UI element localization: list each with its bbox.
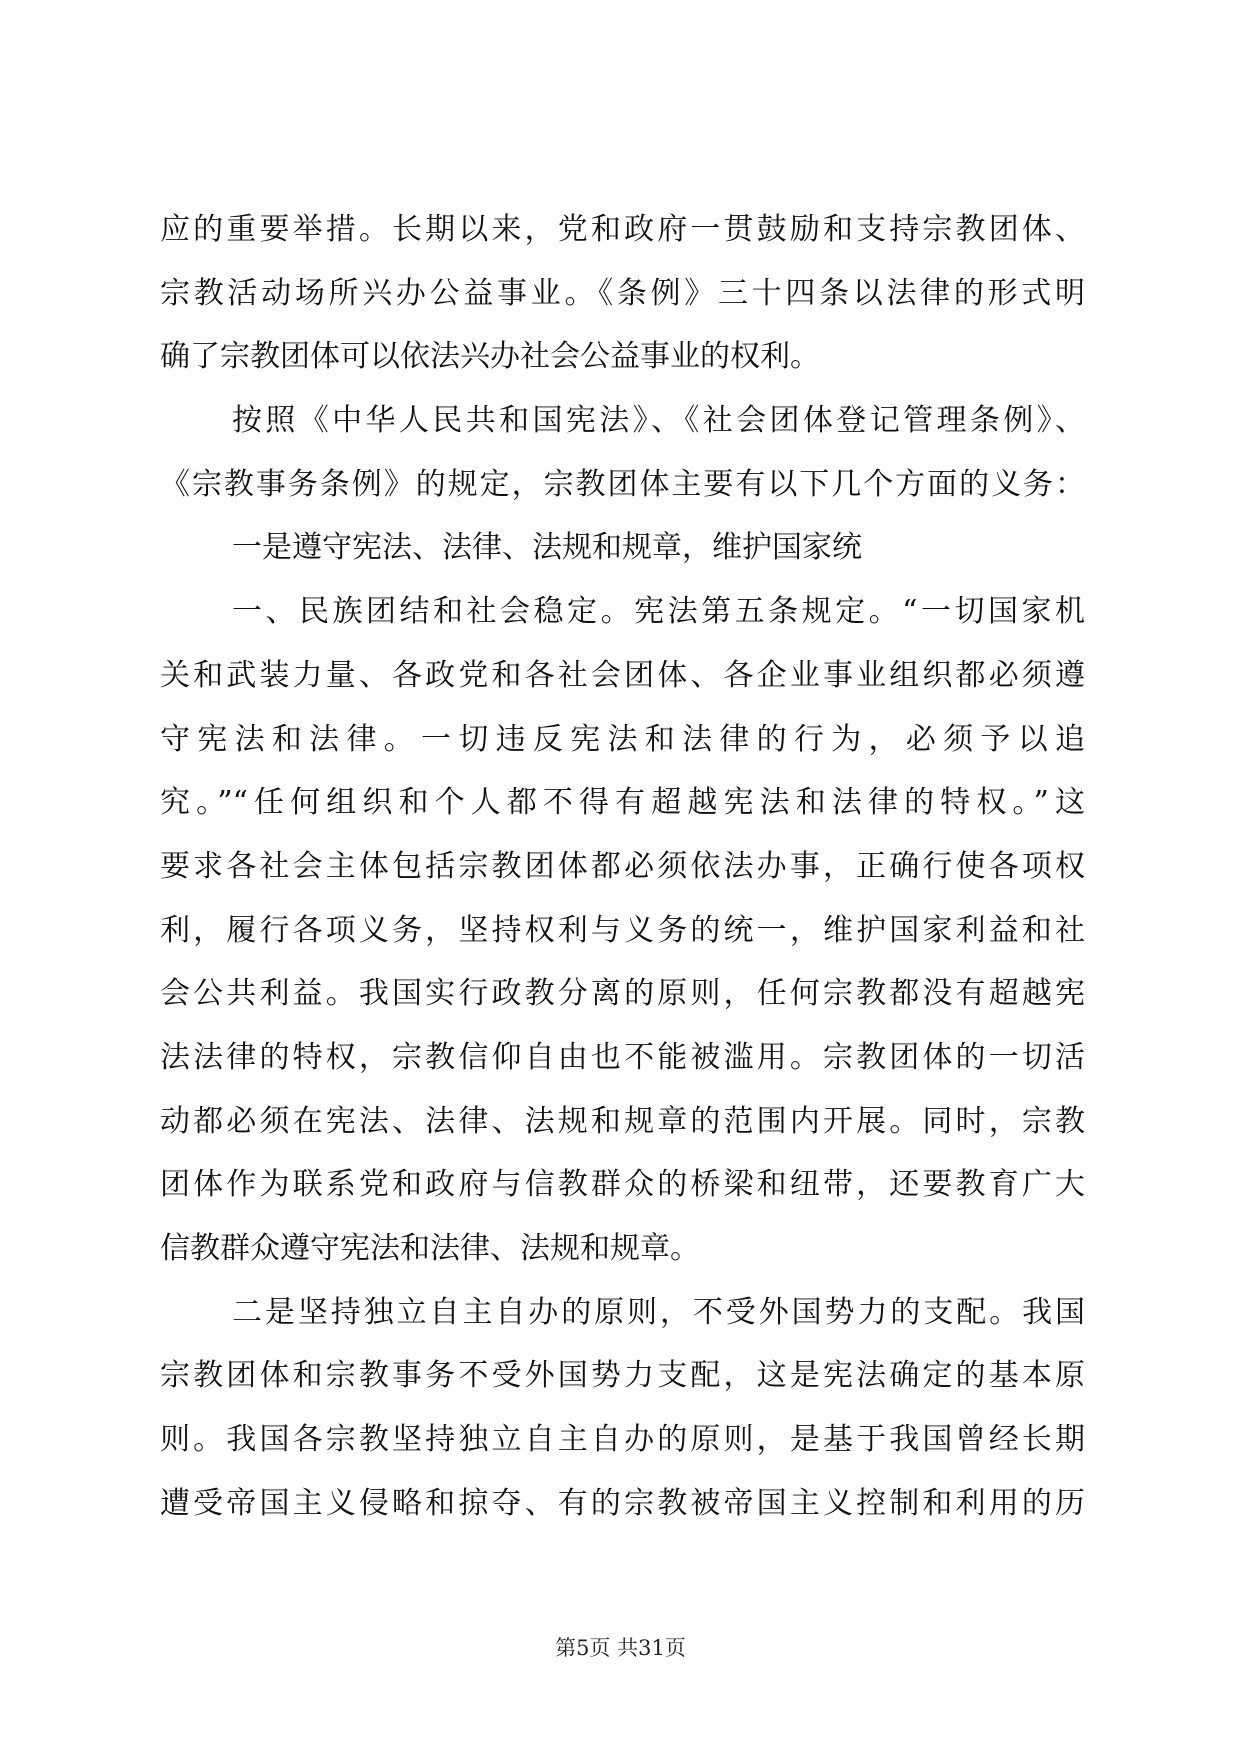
- text-line: 团体作为联系党和政府与信教群众的桥梁和纽带，还要教育广大: [160, 1167, 1085, 1203]
- text-line: 究。”“任何组织和个人都不得有超越宪法和法律的特权。”这: [160, 785, 1085, 821]
- page-number-footer: 第5页 共31页: [555, 1636, 686, 1660]
- text-line: 二是坚持独立自主自办的原则，不受外国势力的支配。我国: [232, 1294, 1085, 1330]
- text-line: 应的重要举措。长期以来，党和政府一贯鼓励和支持宗教团体、: [160, 212, 1085, 247]
- text-line: 宗教活动场所兴办公益事业。《条例》三十四条以法律的形式明: [160, 275, 1085, 311]
- text-line: 则。我国各宗教坚持独立自主自办的原则，是基于我国曾经长期: [160, 1422, 1085, 1458]
- text-line: 要求各社会主体包括宗教团体都必须依法办事，正确行使各项权: [160, 848, 1085, 884]
- text-line: 确了宗教团体可以依法兴办社会公益事业的权利。: [160, 339, 820, 375]
- text-line: 利，履行各项义务，坚持权利与义务的统一，维护国家利益和社: [160, 912, 1085, 948]
- document-body: [160, 198, 1085, 1535]
- text-line: 信教群众遵守宪法和法律、法规和规章。: [160, 1231, 700, 1266]
- text-line: 法法律的特权，宗教信仰自由也不能被滥用。宗教团体的一切活: [160, 1039, 1085, 1075]
- text-line: 宗教团体和宗教事务不受外国势力支配，这是宪法确定的基本原: [160, 1358, 1085, 1394]
- text-line: 按照《中华人民共和国宪法》、《社会团体登记管理条例》、: [232, 403, 1085, 439]
- text-line: 会公共利益。我国实行政教分离的原则，任何宗教都没有超越宪: [160, 976, 1085, 1012]
- text-line: 关和武装力量、各政党和各社会团体、各企业事业组织都必须遵: [160, 657, 1085, 693]
- text-line: 遭受帝国主义侵略和掠夺、有的宗教被帝国主义控制和利用的历: [160, 1485, 1085, 1521]
- text-line: 一、民族团结和社会稳定。宪法第五条规定。“一切国家机: [232, 594, 1085, 630]
- text-line: 动都必须在宪法、法律、法规和规章的范围内开展。同时，宗教: [160, 1103, 1085, 1139]
- text-line: 《宗教事务条例》的规定，宗教团体主要有以下几个方面的义务：: [160, 466, 1085, 502]
- text-line: 守宪法和法律。一切违反宪法和法律的行为，必须予以追: [160, 721, 1085, 757]
- text-line: 一是遵守宪法、法律、法规和规章，维护国家统: [232, 530, 862, 566]
